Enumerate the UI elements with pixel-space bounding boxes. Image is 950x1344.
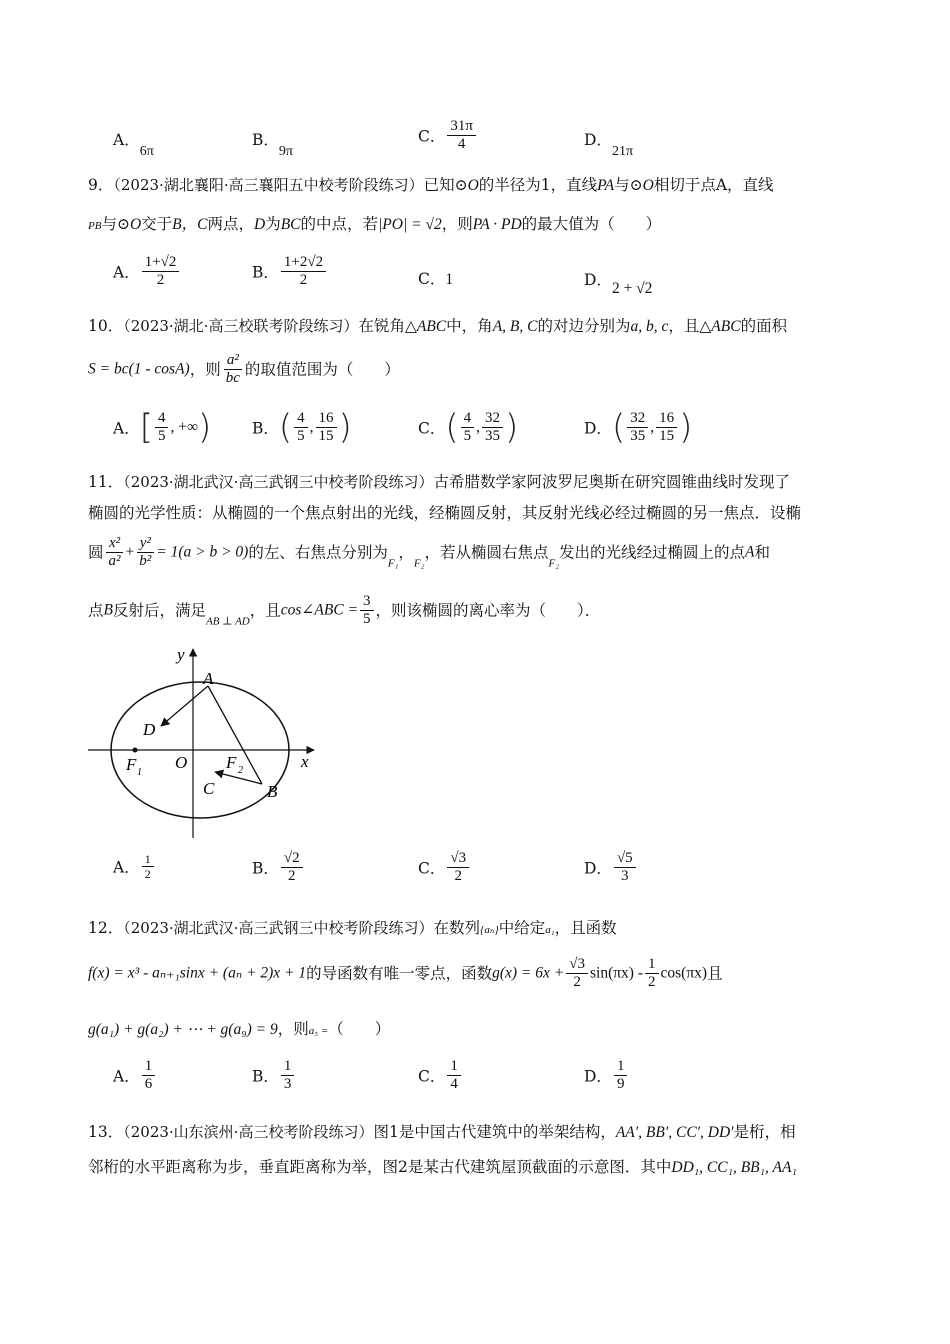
label-a: A xyxy=(203,669,214,688)
q8-option-c: C． $\frac{31\pi}{4}$ xyxy=(418,118,478,153)
q11-line4: 点B反射后，满足$_{AB \perp AD}$，且cos∠ABC = $\frac{3}{5}$ ，则该椭圆的离心率为（ ）． xyxy=(88,593,601,628)
q13-line1: 13．（2023·山东滨州·高三校考阶段练习）图1是中国古代建筑中的举架结构，AA′, BB′, CC′, DD′是桁，相 xyxy=(88,1123,796,1141)
label-o: O xyxy=(175,753,188,772)
q13-line2: 邻桁的水平距离称为步，垂直距离称为举，图2是某古代建筑屋顶截面的示意图．其中DD₁, CC₁, BB₁, AA₁ xyxy=(88,1158,797,1176)
q8-option-b: B．9π xyxy=(252,131,293,159)
focus-f1-dot xyxy=(133,748,138,753)
label-f1: F xyxy=(126,755,137,774)
q10-option-a: A．[ $\frac{4}{5}$ , +∞) xyxy=(113,407,212,448)
q9-option-a: A． $\frac{1+√2}{2}$ xyxy=(113,254,181,289)
q10-line1: 10．（2023·湖北·高三校联考阶段练习）在锐角△ABC中，角A, B, C的对边分别为a, b, c，且△ABC的面积 xyxy=(88,317,788,335)
q9-option-c: C．1 xyxy=(418,270,454,288)
q8-option-d: D．21π xyxy=(584,131,634,159)
q11-line1: 11．（2023·湖北武汉·高三武钢三中校考阶段练习）古希腊数学家阿波罗尼奥斯在研究圆锥曲线时发现了 xyxy=(88,473,790,491)
q12-option-b: B． $\frac{1}{3}$ xyxy=(252,1058,296,1093)
q12-option-a: A． $\frac{1}{6}$ xyxy=(113,1058,157,1093)
q11-line2: 椭圆的光学性质：从椭圆的一个焦点射出的光线，经椭圆反射，其反射光线必经过椭圆的另一焦点．设椭 xyxy=(88,504,802,522)
q10-option-d: D．( $\frac{32}{35}$ , $\frac{16}{15}$ ) xyxy=(584,407,693,448)
label-y: y xyxy=(177,645,185,664)
label-f2-sub: 2 xyxy=(238,765,243,776)
label-d: D xyxy=(143,720,156,739)
q10-option-c: C．( $\frac{4}{5}$ , $\frac{32}{35}$ ) xyxy=(418,407,519,448)
q11-option-d: D． $\frac{√5}{3}$ xyxy=(584,850,638,885)
q10-line2: S = bc(1 - cosA)，则 $\frac{\text{a²}}{bc}$ 的取值范围为（ ） xyxy=(88,352,400,386)
label-x: x xyxy=(301,752,309,771)
q12-line3: g(a₁) + g(a₂) + ⋯ + g(a₉) = 9，则a₅ =（ ） xyxy=(88,1020,391,1038)
q11-line3: 圆 $\frac{\text{x²}}{\text{a²}}$ + $\frac{\text{y²}}{\text{b²}}$ = 1(a > b > 0)的左、右焦点分别为$_{F_1}$，$_{F_2}$，若从椭圆右焦点$_{F_2}$发出的光线经过椭圆上的点A和 xyxy=(88,535,771,570)
q11-option-b: B． $\frac{√2}{2}$ xyxy=(252,850,305,885)
q9-line2: PB与⊙O交于B，C两点，D为BC的中点，若|PO| = √2，则PA · PD的最大值为（ ） xyxy=(88,215,662,233)
q9-option-b: B． $\frac{1+2√2}{2}$ xyxy=(252,254,328,289)
label-f1-sub: 1 xyxy=(137,767,142,778)
q8-option-a: A．6π xyxy=(113,131,154,159)
q10-option-b: B．( $\frac{4}{5}$ , $\frac{16}{15}$ ) xyxy=(252,407,352,448)
q11-ellipse-figure xyxy=(85,640,325,845)
q12-line2: f(x) = x³ - aₙ₊₁sinx + (aₙ + 2)x + 1的导函数有唯一零点，函数g(x) = 6x + $\frac{√3}{2}$ sin(πx) - $\frac{1}{2}$ cos(πx)且 xyxy=(88,956,723,990)
q9-line1: 9．（2023·湖北襄阳·高三襄阳五中校考阶段练习）已知⊙O的半径为1，直线PA与⊙O相切于点A，直线 xyxy=(88,176,774,194)
q12-line1: 12．（2023·湖北武汉·高三武钢三中校考阶段练习）在数列{aₙ}中给定a₁，且函数 xyxy=(88,919,617,937)
q9-option-d: D．2 + √2 xyxy=(584,271,653,297)
label-f2: F xyxy=(226,753,237,772)
q12-option-d: D． $\frac{1}{9}$ xyxy=(584,1058,629,1093)
q11-option-c: C． $\frac{√3}{2}$ xyxy=(418,850,471,885)
ray-ad xyxy=(161,686,208,726)
label-b: B xyxy=(267,782,278,801)
q12-option-c: C． $\frac{1}{4}$ xyxy=(418,1058,463,1093)
q11-option-a: A． $\frac{1}{2}$ xyxy=(113,852,156,881)
label-c: C xyxy=(203,779,215,798)
